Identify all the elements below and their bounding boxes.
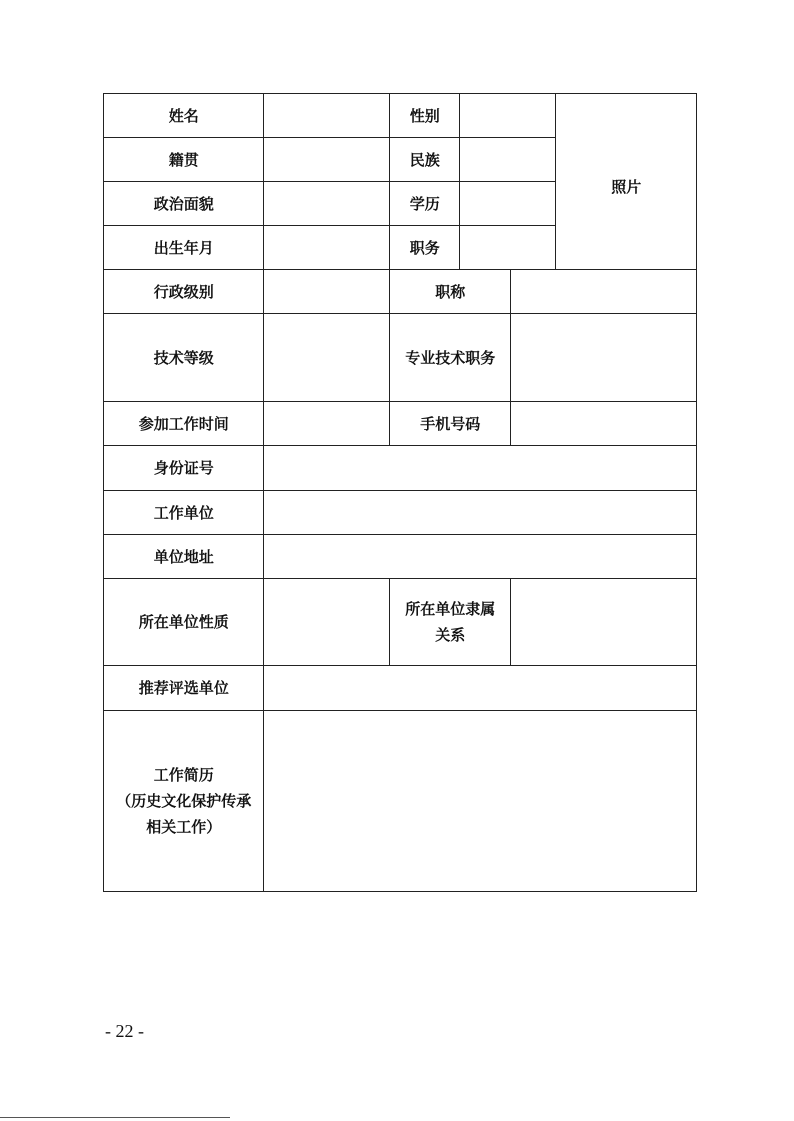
field-ethnicity[interactable] xyxy=(459,137,556,182)
label-work-start: 参加工作时间 xyxy=(103,401,264,446)
label-id-number: 身份证号 xyxy=(103,445,264,491)
label-gender: 性别 xyxy=(389,93,460,138)
field-education[interactable] xyxy=(459,181,556,226)
label-birth-date: 出生年月 xyxy=(103,225,264,270)
field-employer-nature[interactable] xyxy=(263,578,390,666)
resume-note-2: 相关工作） xyxy=(146,818,222,837)
label-native-place: 籍贯 xyxy=(103,137,264,182)
resume-note-1: （历史文化保护传承 xyxy=(116,792,252,811)
label-employer-nature: 所在单位性质 xyxy=(103,578,264,666)
field-prof-tech-position[interactable] xyxy=(510,313,697,402)
field-employer[interactable] xyxy=(263,490,697,535)
field-recommending-unit[interactable] xyxy=(263,665,697,711)
label-employer: 工作单位 xyxy=(103,490,264,535)
field-id-number[interactable] xyxy=(263,445,697,491)
label-title: 职称 xyxy=(389,269,511,314)
label-prof-tech-position: 专业技术职务 xyxy=(389,313,511,402)
label-recommending-unit: 推荐评选单位 xyxy=(103,665,264,711)
label-employer-address: 单位地址 xyxy=(103,534,264,579)
label-name: 姓名 xyxy=(103,93,264,138)
field-position[interactable] xyxy=(459,225,556,270)
field-birth-date[interactable] xyxy=(263,225,390,270)
label-employer-affiliation: 所在单位隶属关系 xyxy=(389,578,511,666)
field-phone[interactable] xyxy=(510,401,697,446)
field-resume[interactable] xyxy=(263,710,697,892)
field-native-place[interactable] xyxy=(263,137,390,182)
field-political-status[interactable] xyxy=(263,181,390,226)
label-position: 职务 xyxy=(389,225,460,270)
page-number: - 22 - xyxy=(105,1021,144,1041)
photo-box[interactable]: 照片 xyxy=(555,93,697,270)
field-name[interactable] xyxy=(263,93,390,138)
footer-rule xyxy=(0,1117,230,1118)
field-tech-level[interactable] xyxy=(263,313,390,402)
label-resume xyxy=(103,710,264,892)
field-employer-affiliation[interactable] xyxy=(510,578,697,666)
resume-title: 工作简历 xyxy=(153,766,214,785)
field-work-start[interactable] xyxy=(263,401,390,446)
label-political-status: 政治面貌 xyxy=(103,181,264,226)
label-education: 学历 xyxy=(389,181,460,226)
field-admin-level[interactable] xyxy=(263,269,390,314)
label-ethnicity: 民族 xyxy=(389,137,460,182)
label-tech-level: 技术等级 xyxy=(103,313,264,402)
label-phone: 手机号码 xyxy=(389,401,511,446)
field-title[interactable] xyxy=(510,269,697,314)
label-admin-level: 行政级别 xyxy=(103,269,264,314)
field-gender[interactable] xyxy=(459,93,556,138)
field-employer-address[interactable] xyxy=(263,534,697,579)
